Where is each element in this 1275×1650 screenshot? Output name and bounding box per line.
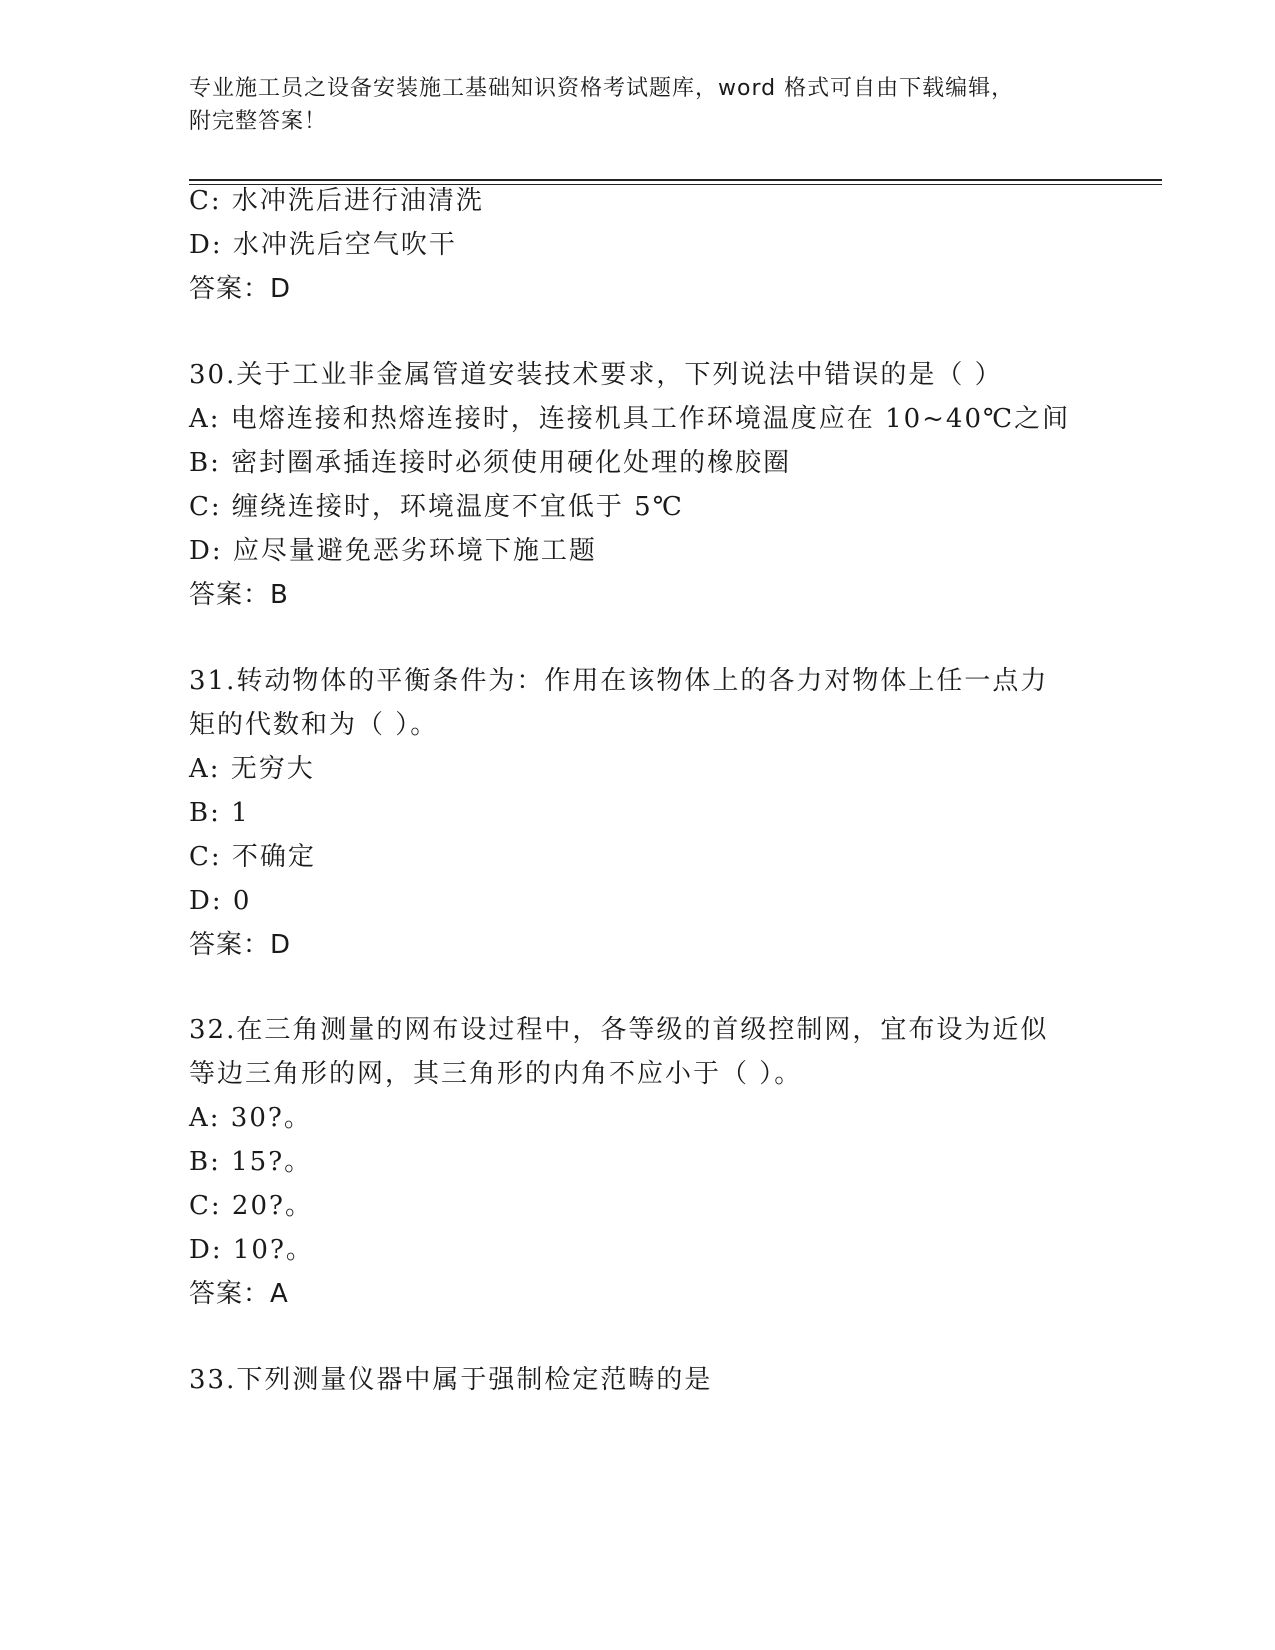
answer: 答案：D xyxy=(189,930,292,960)
question-31-stem-line-1: 31.转动物体的平衡条件为：作用在该物体上的各力对物体上任一点力 xyxy=(189,666,1049,696)
option-a: A: 无穷大 xyxy=(189,754,315,784)
question-32-stem-line-2: 等边三角形的网，其三角形的内角不应小于（ ）。 xyxy=(189,1059,803,1089)
option-d: D: 应尽量避免恶劣环境下施工题 xyxy=(189,536,597,566)
answer: 答案：D xyxy=(189,274,292,304)
option-c: C: 不确定 xyxy=(189,842,316,872)
header-divider-thick xyxy=(189,179,1162,181)
option-c: C: 缠绕连接时，环境温度不宜低于 5℃ xyxy=(189,492,684,522)
page-header xyxy=(189,72,1089,138)
question-33-stem: 33.下列测量仪器中属于强制检定范畴的是 xyxy=(189,1365,713,1395)
question-31-stem-line-2: 矩的代数和为（ ）。 xyxy=(189,710,439,740)
option-b: B: 1 xyxy=(189,798,250,828)
answer: 答案：A xyxy=(189,1279,289,1309)
option-c: C: 20?。 xyxy=(189,1191,313,1221)
option-c: C: 水冲洗后进行油清洗 xyxy=(189,186,484,216)
option-d: D: 0 xyxy=(189,886,252,916)
option-b: B: 密封圈承插连接时必须使用硬化处理的橡胶圈 xyxy=(189,448,792,478)
header-line-2: 附完整答案！ xyxy=(189,109,328,134)
option-a: A: 30?。 xyxy=(189,1103,312,1133)
option-b: B: 15?。 xyxy=(189,1147,313,1177)
answer: 答案：B xyxy=(189,580,289,610)
question-32-stem-line-1: 32.在三角测量的网布设过程中，各等级的首级控制网，宜布设为近似 xyxy=(189,1015,1049,1045)
option-d: D: 10?。 xyxy=(189,1235,314,1265)
header-line-1: 专业施工员之设备安装施工基础知识资格考试题库，word 格式可自由下载编辑， xyxy=(189,76,1015,101)
option-d: D: 水冲洗后空气吹干 xyxy=(189,230,457,260)
option-a: A: 电熔连接和热熔连接时，连接机具工作环境温度应在 10~40℃之间 xyxy=(189,404,1071,434)
question-30-stem: 30.关于工业非金属管道安装技术要求，下列说法中错误的是（ ） xyxy=(189,360,1003,390)
